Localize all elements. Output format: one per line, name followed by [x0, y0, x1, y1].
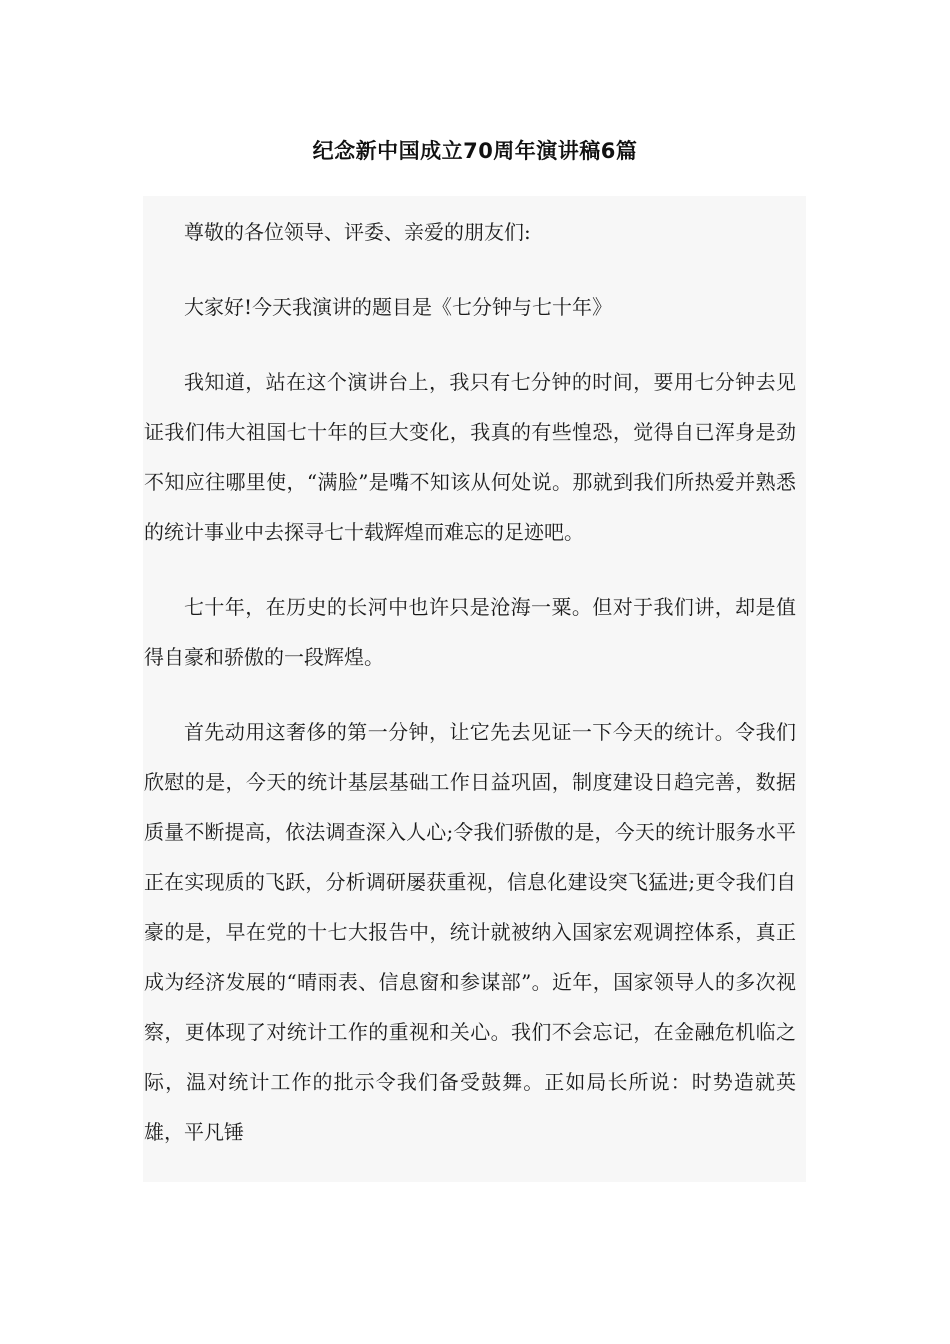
document-title: 纪念新中国成立70周年演讲稿6篇: [312, 139, 638, 163]
document-body: [144, 207, 796, 1182]
paragraph-greeting: 大家好!今天我演讲的题目是《七分钟与七十年》: [184, 295, 613, 319]
paragraph-intro: 我知道，站在这个演讲台上，我只有七分钟的时间，要用七分钟去见证我们伟大祖国七十年的巨大变化，我真的有些惶恐，觉得自已浑身是劲不知应往哪里使，“满脸”是嘴不知该从何处说。那就到我们所热爱并熟悉的统计事业中去探寻七十载辉煌而难忘的足迹吧。: [144, 370, 796, 544]
paragraph-salutation: 尊敬的各位领导、评委、亲爱的朋友们:: [184, 220, 531, 244]
paragraph-first-minute: 首先动用这奢侈的第一分钟，让它先去见证一下今天的统计。令我们欣慰的是，今天的统计基层基础工作日益巩固，制度建设日趋完善，数据质量不断提高，依法调查深入人心;令我们骄傲的是，今天的统计服务水平正在实现质的飞跃，分析调研屡获重视，信息化建设突飞猛进;更令我们自豪的是，早在党的十七大报告中，统计就被纳入国家宏观调控体系，真正成为经济发展的“晴雨表、信息窗和参谋部”。近年，国家领导人的多次视察，更体现了对统计工作的重视和关心。我们不会忘记，在金融危机临之际，温对统计工作的批示令我们备受鼓舞。正如局长所说：时势造就英雄，平凡锤: [144, 720, 796, 1144]
paragraph-seventy-years: 七十年，在历史的长河中也许只是沧海一粟。但对于我们讲，却是值得自豪和骄傲的一段辉煌。: [144, 595, 796, 669]
